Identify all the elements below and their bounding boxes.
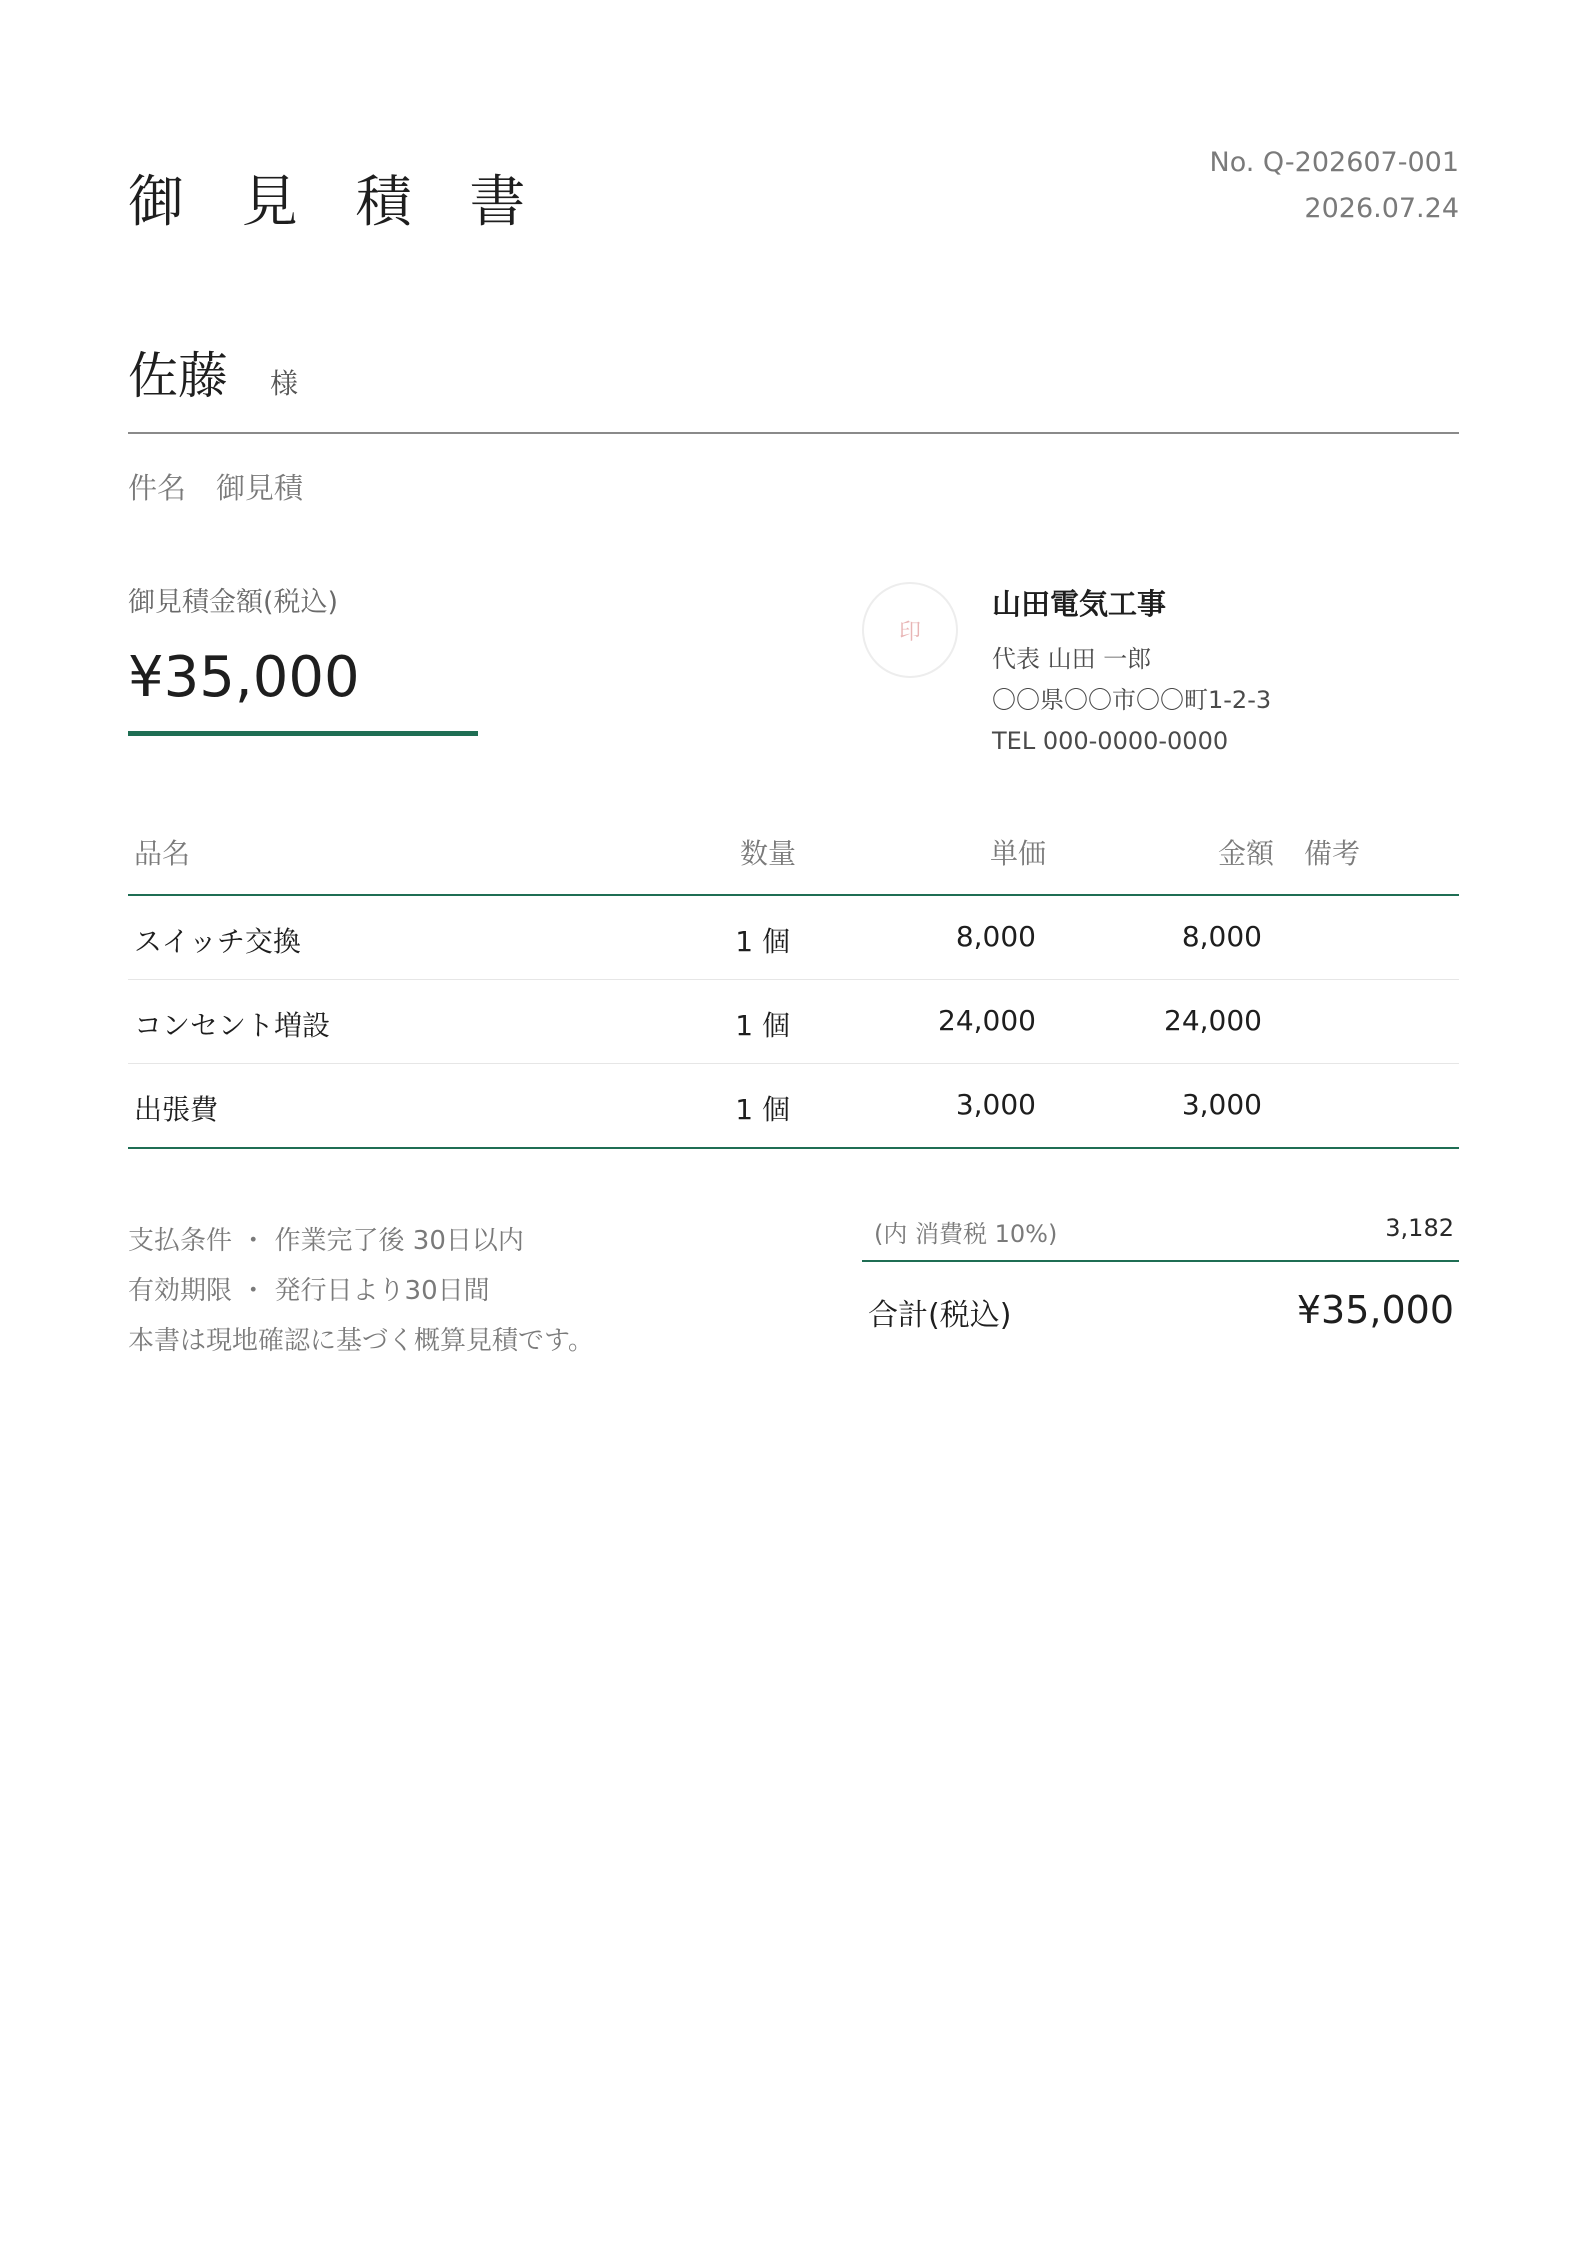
- row-2-amount: 24,000: [1164, 1004, 1262, 1037]
- estimate-amount-label: 御見積金額(税込): [128, 587, 339, 618]
- row-1-unit-price: 8,000: [955, 920, 1036, 953]
- table-header-rule: [128, 894, 1459, 896]
- tax-label: (内 消費税 10%): [874, 1220, 1058, 1248]
- client-honorific: 様: [270, 367, 299, 400]
- total-value: ¥35,000: [1296, 1288, 1454, 1332]
- document-meta: [1210, 140, 1460, 232]
- issuer-representative: 代表 山田 一郎: [992, 645, 1152, 673]
- document-title: 御 見 積 書: [128, 170, 546, 235]
- row-2-qty: 1 個: [735, 1009, 790, 1042]
- estimate-disclaimer: 本書は現地確認に基づく概算見積です。: [128, 1326, 594, 1356]
- row-3-qty: 1 個: [735, 1093, 790, 1126]
- header-qty: 数量: [739, 837, 796, 870]
- tax-value: 3,182: [1385, 1214, 1454, 1242]
- seal-stamp-icon: [862, 582, 958, 678]
- row-3-item: 出張費: [134, 1093, 219, 1126]
- row-1-item: スイッチ交換: [134, 925, 301, 958]
- client-block: [128, 336, 298, 408]
- row-2-item: コンセント増設: [134, 1009, 331, 1042]
- row-3-amount: 3,000: [1181, 1088, 1262, 1121]
- header-item: 品名: [134, 837, 191, 870]
- row-1-amount: 8,000: [1181, 920, 1262, 953]
- client-name: 佐藤: [128, 347, 228, 405]
- validity-period: 有効期限 ・ 発行日より30日間: [128, 1276, 490, 1306]
- subject-value: 御見積: [216, 471, 304, 505]
- document-number: No. Q-202607-001: [1209, 147, 1459, 178]
- document-date: 2026.07.24: [1304, 193, 1459, 224]
- header-unit-price: 単価: [989, 837, 1046, 870]
- terms-notes: [128, 1216, 594, 1366]
- issuer-name: 山田電気工事: [992, 587, 1167, 621]
- estimate-amount-value: ¥35,000: [128, 645, 360, 710]
- row-divider: [128, 1063, 1459, 1064]
- table-bottom-rule: [128, 1147, 1459, 1149]
- seal-text: 印: [898, 619, 921, 645]
- total-label: 合計(税込): [868, 1298, 1012, 1333]
- subject-line: [128, 466, 303, 507]
- row-1-qty: 1 個: [735, 925, 790, 958]
- header-note: 備考: [1304, 837, 1361, 870]
- row-2-unit-price: 24,000: [938, 1004, 1036, 1037]
- client-divider: [128, 432, 1459, 434]
- row-3-unit-price: 3,000: [955, 1088, 1036, 1121]
- payment-terms: 支払条件 ・ 作業完了後 30日以内: [128, 1226, 524, 1256]
- issuer-block: [992, 582, 1271, 762]
- amount-underline: [128, 731, 478, 736]
- issuer-tel: TEL 000-0000-0000: [992, 727, 1229, 755]
- total-rule: [862, 1260, 1459, 1262]
- row-divider: [128, 979, 1459, 980]
- issuer-address: 〇〇県〇〇市〇〇町1-2-3: [992, 686, 1272, 714]
- subject-label: 件名: [128, 471, 187, 505]
- header-amount: 金額: [1217, 837, 1274, 870]
